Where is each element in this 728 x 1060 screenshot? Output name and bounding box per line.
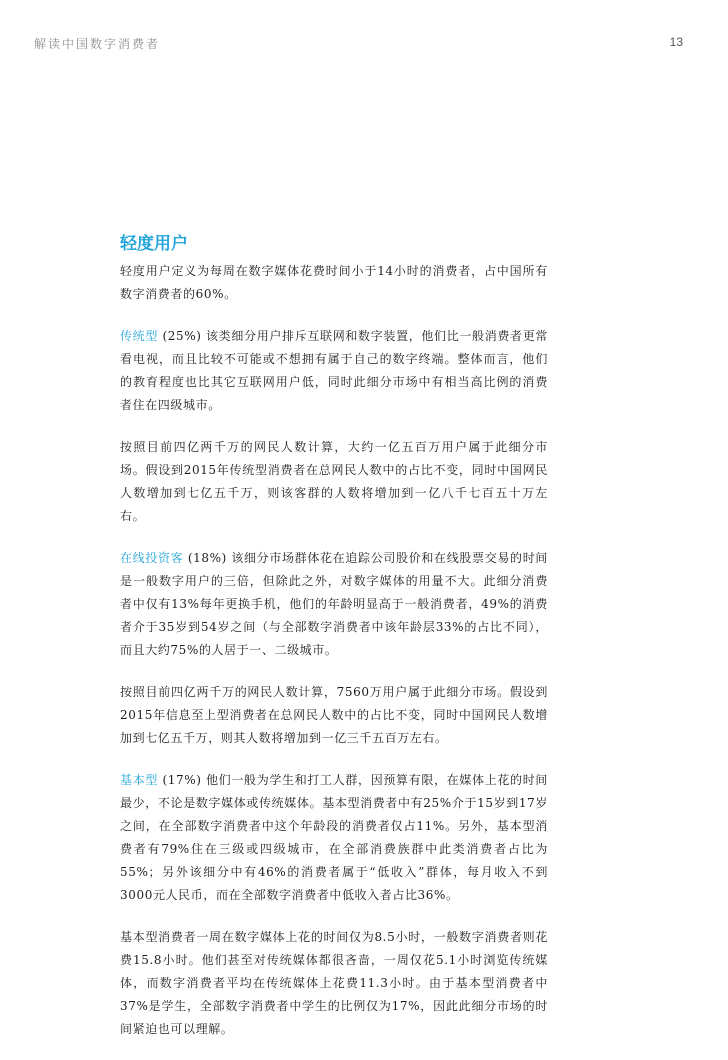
basic-description: (17%) 他们一般为学生和打工人群，因预算有限，在媒体上花的时间最少，不论是数字媒体或传统媒体。基本型消费者中有25%介于15岁到17岁之间，在全部数字消费者中这个年龄段的消费者仅占11%。另外，基本型消费者有79%住在三级或四级城市，在全部消费族群中此类消费者占比为55%；另外该细分中有46%的消费者属于“低收入”群体，每月收入不到3000元人民币，而在全部数字消费者中低收入者占比36%。 xyxy=(120,773,548,902)
section-title: 轻度用户 xyxy=(120,234,188,254)
running-header: 解读中国数字消费者 xyxy=(34,37,161,51)
traditional-paragraph xyxy=(120,325,548,417)
investor-paragraph xyxy=(120,547,548,662)
segment-name-basic: 基本型 xyxy=(120,773,159,787)
basic-detail-paragraph: 基本型消费者一周在数字媒体上花的时间仅为8.5小时，一般数字消费者则花费15.8小时。他们甚至对传统媒体都很吝啬，一周仅花5.1小时浏览传统媒体，而数字消费者平均在传统媒体上花费11.3小时。由于基本型消费者中37%是学生，全部数字消费者中学生的比例仅为17%，因此此细分市场的时间紧迫也可以理解。 xyxy=(120,930,548,1036)
investor-description: (18%) 该细分市场群体花在追踪公司股价和在线股票交易的时间是一般数字用户的三倍，但除此之外，对数字媒体的用量不大。此细分消费者中仅有13%每年更换手机，他们的年龄明显高于一般消费者，49%的消费者介于35岁到54岁之间（与全部数字消费者中该年龄层33%的占比不同），而且大约75%的人居于一、二级城市。 xyxy=(120,551,548,657)
basic-paragraph xyxy=(120,769,548,907)
page-number: 13 xyxy=(669,35,683,49)
intro-paragraph: 轻度用户定义为每周在数字媒体花费时间小于14小时的消费者，占中国所有数字消费者的60%。 xyxy=(120,264,548,301)
traditional-projection-paragraph: 按照目前四亿两千万的网民人数计算，大约一亿五百万用户属于此细分市场。假设到2015年传统型消费者在总网民人数中的占比不变，同时中国网民人数增加到七亿五千万，则该客群的人数将增加到一亿八千七百五十万左右。 xyxy=(120,440,548,523)
segment-name-investor: 在线投资客 xyxy=(120,551,184,565)
segment-name-traditional: 传统型 xyxy=(120,329,159,343)
traditional-description: (25%) 该类细分用户排斥互联网和数字装置，他们比一般消费者更常看电视，而且比较不可能或不想拥有属于自己的数字终端。整体而言，他们的教育程度也比其它互联网用户低，同时此细分市场中有相当高比例的消费者住在四级城市。 xyxy=(120,329,548,412)
main-content xyxy=(120,233,548,1060)
investor-projection-paragraph: 按照目前四亿两千万的网民人数计算，7560万用户属于此细分市场。假设到2015年信息至上型消费者在总网民人数中的占比不变，同时中国网民人数增加到七亿五千万，则其人数将增加到一亿三千五百万左右。 xyxy=(120,685,548,745)
